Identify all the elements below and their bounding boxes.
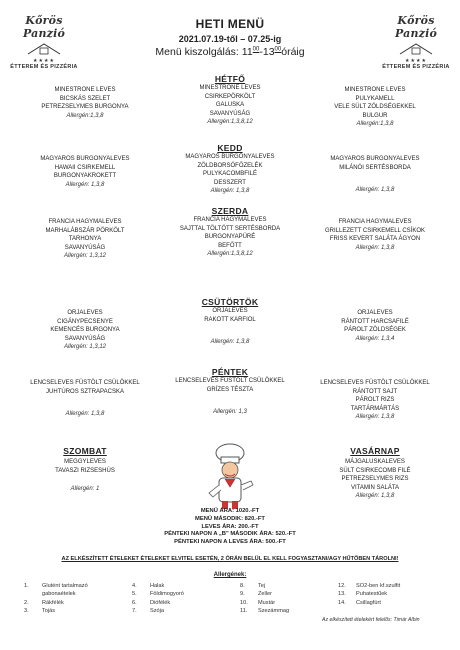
menu-item: KEMENCÉS BURGONYA xyxy=(50,327,120,334)
menu-item: LENCSELEVES FÜSTÖLT CSÜLÖKKEL xyxy=(30,380,140,386)
price-line: PÉNTEKI NAPON A LEVES ÁRA: 500.-FT xyxy=(174,539,286,546)
day-title: CSÜTÖRTÖK xyxy=(201,297,259,307)
menu-item: FRANCIA HAGYMALEVES xyxy=(193,217,267,223)
menu-item: TARTÁRMÁRTÁS xyxy=(350,405,400,412)
allergen-item: 11. Szezámmag xyxy=(240,608,290,615)
logo-name: Kőrös Panzió xyxy=(394,14,438,40)
allergen-list-col-1 xyxy=(24,582,88,616)
allergen-line: Allergén: 1,3,12 xyxy=(63,253,107,260)
menu-item: MAGYAROS BURGONYALEVES xyxy=(330,156,420,162)
allergen-title: Allergének: xyxy=(213,572,247,578)
allergen-item: 4. Halak xyxy=(132,583,165,589)
menu-item: ORJALEVES xyxy=(212,308,248,314)
day-title: SZERDA xyxy=(211,206,249,216)
allergen-item: 12. SO2-ben kf.szulfit xyxy=(338,583,401,589)
price-line: MENÜ MÁSODIK: 820.-FT xyxy=(195,515,265,522)
hours-sup-2: 00 xyxy=(274,46,282,53)
allergen-line: Allergén: 1,3,8 xyxy=(210,188,250,195)
allergen-item: 13. Puhatestűek xyxy=(338,591,388,598)
menu-item: MINESTRONE LEVES xyxy=(199,85,261,91)
chef-illustration xyxy=(203,441,257,511)
saturday-item: TAVASZI RIZSESHÚS xyxy=(55,467,115,474)
menu-item: PULYKACOMBFILÉ xyxy=(203,171,257,178)
day-menu-column xyxy=(160,216,300,259)
day-menu-column xyxy=(305,379,445,422)
menu-item: SAVANYÚSÁG xyxy=(64,244,106,251)
hours-mid: -13 xyxy=(259,46,275,58)
allergen-item: gabonaételek xyxy=(42,591,76,598)
allergen-line: Allergén: 1,3,8 xyxy=(355,187,395,194)
day-menu-column xyxy=(15,309,155,352)
menu-item: BULGUR xyxy=(362,112,388,119)
allergen-line: Allergén: 1,3,4 xyxy=(355,335,395,342)
menu-item: LENCSELEVES FÜSTÖLT CSÜLÖKKEL xyxy=(175,378,285,384)
day-menu-column xyxy=(305,155,445,195)
saturday-menu xyxy=(15,458,155,494)
menu-item: VELE SÜLT ZÖLDSÉGEKKEL xyxy=(334,104,416,111)
price-line: PÉNTEKI NAPON A „B" MÁSODIK ÁRA: 520.-FT xyxy=(164,531,296,538)
page-header xyxy=(0,17,460,58)
allergen-line: Allergén:1,3,8,12 xyxy=(207,119,253,126)
allergen-line: Allergén: 1,3,8 xyxy=(210,339,250,346)
hours-sup-1: 00 xyxy=(252,46,260,53)
day-menu-column xyxy=(15,218,155,261)
menu-item: BURGONYAPÜRÉ xyxy=(204,234,256,241)
menu-item: SAVANYÚSÁG xyxy=(64,335,106,342)
day-menu-column xyxy=(160,153,300,196)
price-line: MENÜ ÁRA: 1020.-FT xyxy=(200,508,260,514)
saturday-item: MEGGYLEVES xyxy=(64,459,106,465)
sunday-item: SÜLT CSIRKECOMB FILÉ xyxy=(339,467,411,474)
logo-subtitle: ÉTTEREM ÉS PIZZÉRIA xyxy=(10,64,78,70)
allergen-line: Allergén: 1,3,8 xyxy=(65,411,105,418)
day-menu-column xyxy=(305,309,445,343)
menu-item: JUHTÚROS SZTRAPACSKA xyxy=(46,388,124,395)
sunday-item: MÁJGALUSKALEVES xyxy=(345,459,405,465)
allergen-line: Allergén:1,3,8 xyxy=(356,121,394,128)
menu-item: PULYKAMELL xyxy=(355,95,395,102)
allergen-line: Allergén: 1,3,8 xyxy=(355,244,395,251)
menu-item: RAKOTT KARFIOL xyxy=(204,316,256,323)
allergen-item: 6. Diófélék xyxy=(132,599,171,606)
star-rating-icon: ★★★★ xyxy=(405,58,427,64)
allergen-line: Allergén: 1,3,8 xyxy=(355,414,395,421)
menu-item: MINESTRONE LEVES xyxy=(54,87,116,93)
allergen-list-col-3 xyxy=(240,582,289,616)
allergen-line: Allergén:1,3,8 xyxy=(66,112,104,119)
day-menu-column xyxy=(15,379,155,419)
allergen-line: Allergén: 1,3,8 xyxy=(65,181,105,188)
menu-item: BURGONYAKROKETT xyxy=(53,173,117,180)
footer-note: Az elkészített ételekért felelős: Timár Albin xyxy=(322,617,420,623)
allergen-item: 8. Tej xyxy=(240,583,266,589)
menu-item: GALUSKA xyxy=(215,102,245,109)
menu-item: TARHONYA xyxy=(68,236,102,243)
logo-name: Kőrös Panzió xyxy=(22,14,66,40)
menu-item: HAWAII CSIRKEMELL xyxy=(54,164,116,171)
menu-item: RÁNTOTT HARCSAFILÉ xyxy=(341,318,409,325)
menu-item: CIGÁNYPECSENYE xyxy=(57,318,113,325)
allergen-item: 9. Zeller xyxy=(240,591,272,598)
menu-item: MAGYAROS BURGONYALEVES xyxy=(40,156,130,162)
storage-warning: AZ ELKÉSZÍTETT ÉTELEKET ÉTELEKET ELVITEL ESETÉN, 2 ÓRÁN BELÜL EL KELL FOGYASZTANI/AGY HŰTŐBEN TÁROLNI! xyxy=(61,556,399,562)
menu-item: MARHALÁBSZÁR PÖRKÖLT xyxy=(45,227,125,234)
menu-item: ORJALEVES xyxy=(67,310,103,316)
hours-suffix: óráig xyxy=(281,46,305,58)
logo-subtitle: ÉTTEREM ÉS PIZZÉRIA xyxy=(382,64,450,70)
allergen-item: 14. Csillagfürt xyxy=(338,599,381,606)
allergen-item: 2. Rákfélék xyxy=(24,599,64,606)
menu-item: GRÍZES TÉSZTA xyxy=(206,386,254,393)
day-title: KEDD xyxy=(217,143,243,153)
menu-item: RÁNTOTT SAJT xyxy=(352,388,398,395)
allergen-item: 1. Glutént tartalmazó xyxy=(24,583,88,589)
allergen-line: Allergén: 1,3,12 xyxy=(63,344,107,351)
day-menu-column xyxy=(15,155,155,189)
sunday-allergen: Allergén: 1,3,8 xyxy=(355,493,395,500)
page-title: HETI MENÜ xyxy=(195,17,265,31)
price-list xyxy=(0,508,460,547)
sunday-menu xyxy=(305,458,445,501)
day-menu-column xyxy=(305,86,445,129)
allergen-list-col-2 xyxy=(132,582,184,616)
sunday-title: VASÁRNAP xyxy=(350,446,400,456)
star-rating-icon: ★★★★ xyxy=(33,58,55,64)
hours-prefix: Menü kiszolgálás: 11 xyxy=(155,46,253,58)
allergen-item: 5. Földimogyoró xyxy=(132,591,184,598)
allergen-line: Allergén: 1,3 xyxy=(213,409,247,416)
menu-item: PETREZSELYMES BURGONYA xyxy=(41,104,129,111)
day-title: HÉTFŐ xyxy=(214,74,246,84)
allergen-list-col-4 xyxy=(338,582,400,607)
day-menu-column xyxy=(15,86,155,120)
sunday-item: VITAMIN SALÁTA xyxy=(350,484,400,491)
menu-item: FRISS KEVERT SALÁTA ÁGYON xyxy=(329,236,421,243)
day-menu-column xyxy=(305,218,445,252)
day-menu-column xyxy=(160,307,300,347)
serving-hours xyxy=(0,46,460,58)
saturday-title: SZOMBAT xyxy=(63,446,107,456)
price-line: LEVES ÁRA: 200.-FT xyxy=(201,523,259,530)
menu-item: SAJTTAL TÖLTÖTT SERTÉSBORDA xyxy=(179,225,281,232)
menu-item: PÁROLT ZÖLDSÉGEK xyxy=(344,327,406,334)
allergen-item: 10. Mustár xyxy=(240,599,276,606)
saturday-allergen: Allergén: 1 xyxy=(70,486,100,493)
allergen-item: 3. Tojás xyxy=(24,608,56,615)
menu-item: BEFŐTT xyxy=(218,242,242,249)
date-range: 2021.07.19-től – 07.25-ig xyxy=(178,34,282,44)
menu-item: SAVANYÚSÁG xyxy=(209,110,251,117)
menu-item: ORJALEVES xyxy=(357,310,393,316)
menu-item: MAGYAROS BURGONYALEVES xyxy=(185,154,275,160)
menu-item: PÁROLT RIZS xyxy=(355,397,395,404)
menu-item: FRANCIA HAGYMALEVES xyxy=(48,219,122,225)
menu-item: DESSZERT xyxy=(214,179,246,186)
menu-item: MINESTRONE LEVES xyxy=(344,87,406,93)
menu-item: GRILLEZETT CSIRKEMELL CSÍKOK xyxy=(324,227,426,234)
sunday-item: PETREZSELYMES RIZS xyxy=(341,476,409,483)
menu-item: ZÖLDBORSÓFŐZELÉK xyxy=(197,162,263,169)
menu-item: BICSKÁS SZELET xyxy=(59,95,111,102)
menu-item: FRANCIA HAGYMALEVES xyxy=(338,219,412,225)
menu-item: CSIRKEPÖRKÖLT xyxy=(204,93,256,100)
allergen-line: Allergén:1,3,8,12 xyxy=(207,251,253,258)
menu-item: LENCSELEVES FÜSTÖLT CSÜLÖKKEL xyxy=(320,380,430,386)
day-menu-column xyxy=(160,84,300,127)
day-menu-column xyxy=(160,377,300,417)
menu-item: MILÁNÓI SERTÉSBORDA xyxy=(339,164,411,171)
allergen-item: 7. Szója xyxy=(132,608,164,615)
day-title: PÉNTEK xyxy=(211,367,249,377)
